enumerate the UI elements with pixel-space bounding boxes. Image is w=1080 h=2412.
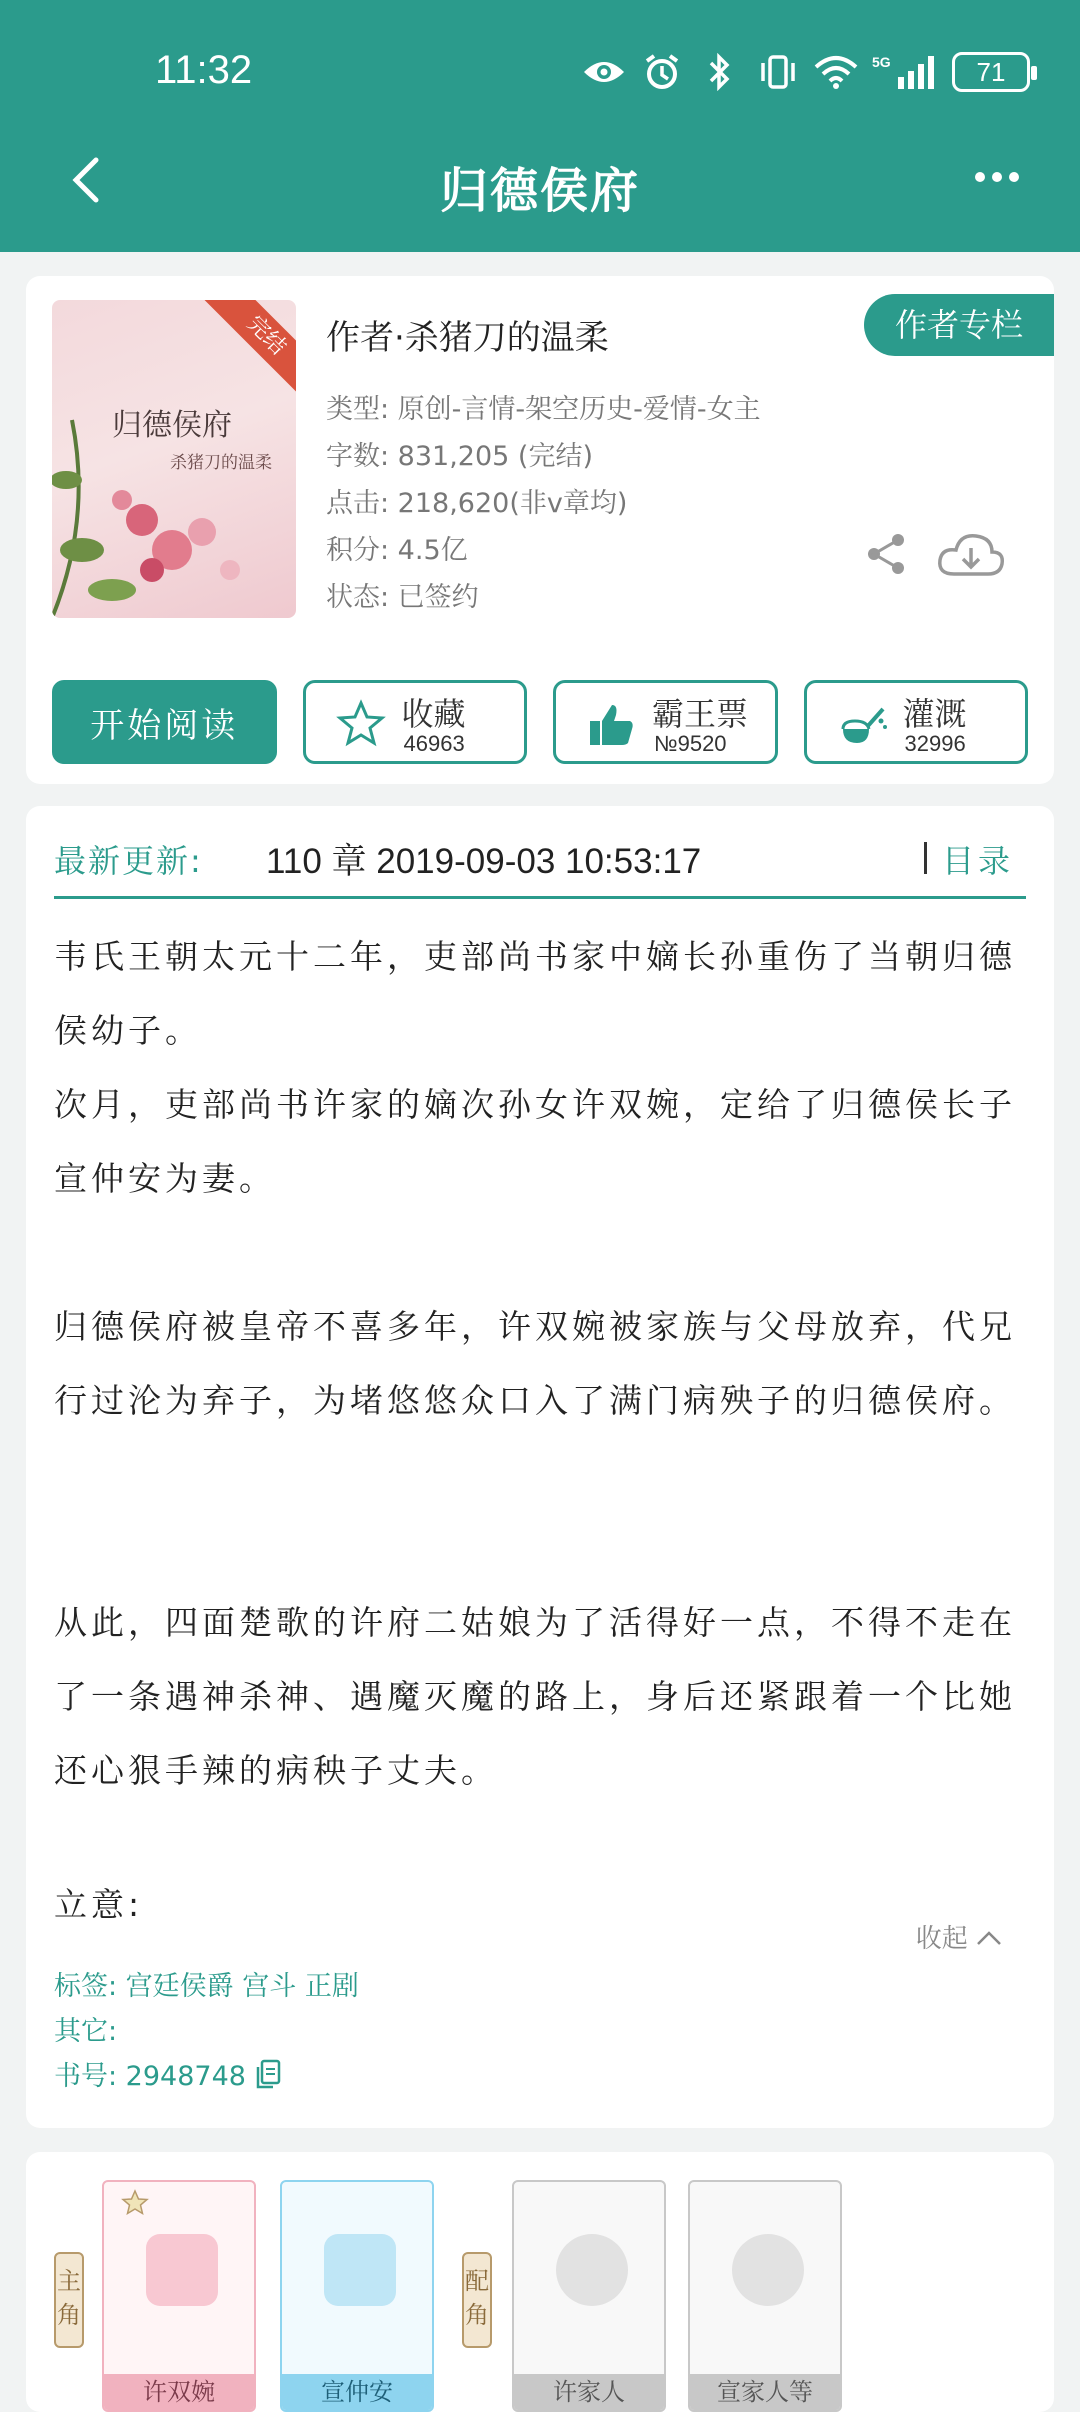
- character-card[interactable]: [512, 2180, 666, 2412]
- svg-text:5G: 5G: [872, 54, 891, 70]
- book-tags: [54, 1964, 359, 2099]
- favorite-button[interactable]: [303, 680, 528, 764]
- latest-chapter[interactable]: 110 章 2019-09-03 10:53:17: [266, 842, 702, 881]
- star-icon: [336, 699, 386, 749]
- chevron-up-icon: [976, 1929, 1002, 1947]
- character-avatar: [556, 2234, 628, 2306]
- collapse-label: 收起: [915, 1924, 968, 1954]
- vote-button[interactable]: [553, 680, 778, 764]
- status-icons: [582, 50, 1030, 94]
- meta-clicks: 点击: 218,620(非v章均): [326, 488, 628, 519]
- page-title: 归德侯府: [439, 163, 640, 219]
- start-reading-button[interactable]: 开始阅读: [52, 680, 277, 764]
- wifi-icon: [814, 50, 858, 94]
- synopsis-paragraph: 从此，四面楚歌的许府二姑娘为了活得好一点，不得不走在了一条遇神杀神、遇魔灭魔的路上，身后还紧跟着一个比她还心狠手辣的病秧子丈夫。: [54, 1603, 1016, 1790]
- other-line: 其它:: [54, 2016, 118, 2047]
- characters-card: [26, 2152, 1054, 2412]
- favorite-label: 收藏: [401, 695, 466, 733]
- character-card[interactable]: [280, 2180, 434, 2412]
- meta-score: 积分: 4.5亿: [326, 535, 468, 566]
- description-card: [26, 806, 1054, 2128]
- catalog-link[interactable]: 目录: [941, 842, 1014, 880]
- clock: 11:32: [155, 48, 253, 92]
- water-label: 灌溉: [902, 695, 967, 733]
- character-card[interactable]: [688, 2180, 842, 2412]
- book-id: 书号: 2948748: [54, 2061, 246, 2092]
- battery-indicator: 71: [952, 52, 1030, 92]
- character-name: 宣仲安: [282, 2374, 432, 2410]
- signal-5g-icon: [872, 50, 938, 94]
- cover-author: 杀猪刀的温柔: [170, 453, 272, 473]
- character-avatar: [732, 2234, 804, 2306]
- synopsis-paragraph: 次月，吏部尚书许家的嫡次孙女许双婉，定给了归德侯长子宣仲安为妻。: [54, 1085, 1016, 1198]
- eye-icon: [582, 50, 626, 94]
- thumbs-up-icon: [586, 699, 636, 749]
- action-buttons: [52, 680, 1028, 764]
- cover-title: 归德侯府: [112, 408, 232, 443]
- status-bar: [0, 44, 1080, 104]
- favorite-count: 46963: [403, 731, 465, 756]
- copy-icon[interactable]: [255, 2059, 281, 2089]
- more-button[interactable]: [962, 162, 1032, 192]
- collapse-button[interactable]: [916, 1918, 1002, 1955]
- bluetooth-icon: [698, 50, 742, 94]
- alarm-icon: [640, 50, 684, 94]
- divider: [924, 842, 927, 874]
- author-name[interactable]: 作者·杀猪刀的温柔: [326, 318, 609, 358]
- watering-can-icon: [837, 699, 887, 749]
- water-count: 32996: [904, 731, 966, 756]
- latest-update-row[interactable]: [54, 826, 1026, 899]
- meta-type: 类型: 原创-言情-架空历史-爱情-女主: [326, 394, 761, 425]
- vote-label: 霸王票: [652, 695, 749, 733]
- meta-word-count: 字数: 831,205 (完结): [326, 441, 593, 472]
- book-cover[interactable]: [52, 300, 296, 618]
- main-role-badge: 主角: [54, 2252, 84, 2348]
- synopsis-paragraph: 韦氏王朝太元十二年，吏部尚书家中嫡长孙重伤了当朝归德侯幼子。: [54, 937, 1016, 1050]
- nav-bar: [0, 140, 1080, 240]
- completed-ribbon: 完结: [204, 300, 296, 398]
- character-card[interactable]: [102, 2180, 256, 2412]
- meta-status: 状态: 已签约: [326, 582, 479, 613]
- app-header: [0, 0, 1080, 252]
- character-name: 宣家人等: [690, 2374, 840, 2410]
- book-meta: [326, 386, 761, 621]
- theme-label: 立意:: [54, 1885, 144, 1924]
- vibrate-icon: [756, 50, 800, 94]
- book-info-card: [26, 276, 1054, 784]
- author-column-button[interactable]: 作者专栏: [864, 294, 1054, 356]
- character-name: 许双婉: [104, 2374, 254, 2410]
- share-icon[interactable]: [864, 532, 908, 576]
- star-icon: [120, 2188, 150, 2218]
- book-id-row[interactable]: [54, 2054, 359, 2099]
- water-button[interactable]: [804, 680, 1029, 764]
- latest-update-label: 最新更新:: [54, 842, 203, 880]
- character-avatar: [324, 2234, 396, 2306]
- synopsis-paragraph: 归德侯府被皇帝不喜多年，许双婉被家族与父母放弃，代兄行过沦为弃子，为堵悠悠众口入了满门病殃子的归德侯府。: [54, 1307, 1016, 1420]
- vote-count: №9520: [654, 731, 727, 756]
- supporting-role-badge: 配角: [462, 2252, 492, 2348]
- character-avatar: [146, 2234, 218, 2306]
- character-name: 许家人: [514, 2374, 664, 2410]
- download-cloud-icon[interactable]: [936, 530, 1006, 580]
- tags-line[interactable]: 标签: 宫廷侯爵 宫斗 正剧: [54, 1971, 359, 2002]
